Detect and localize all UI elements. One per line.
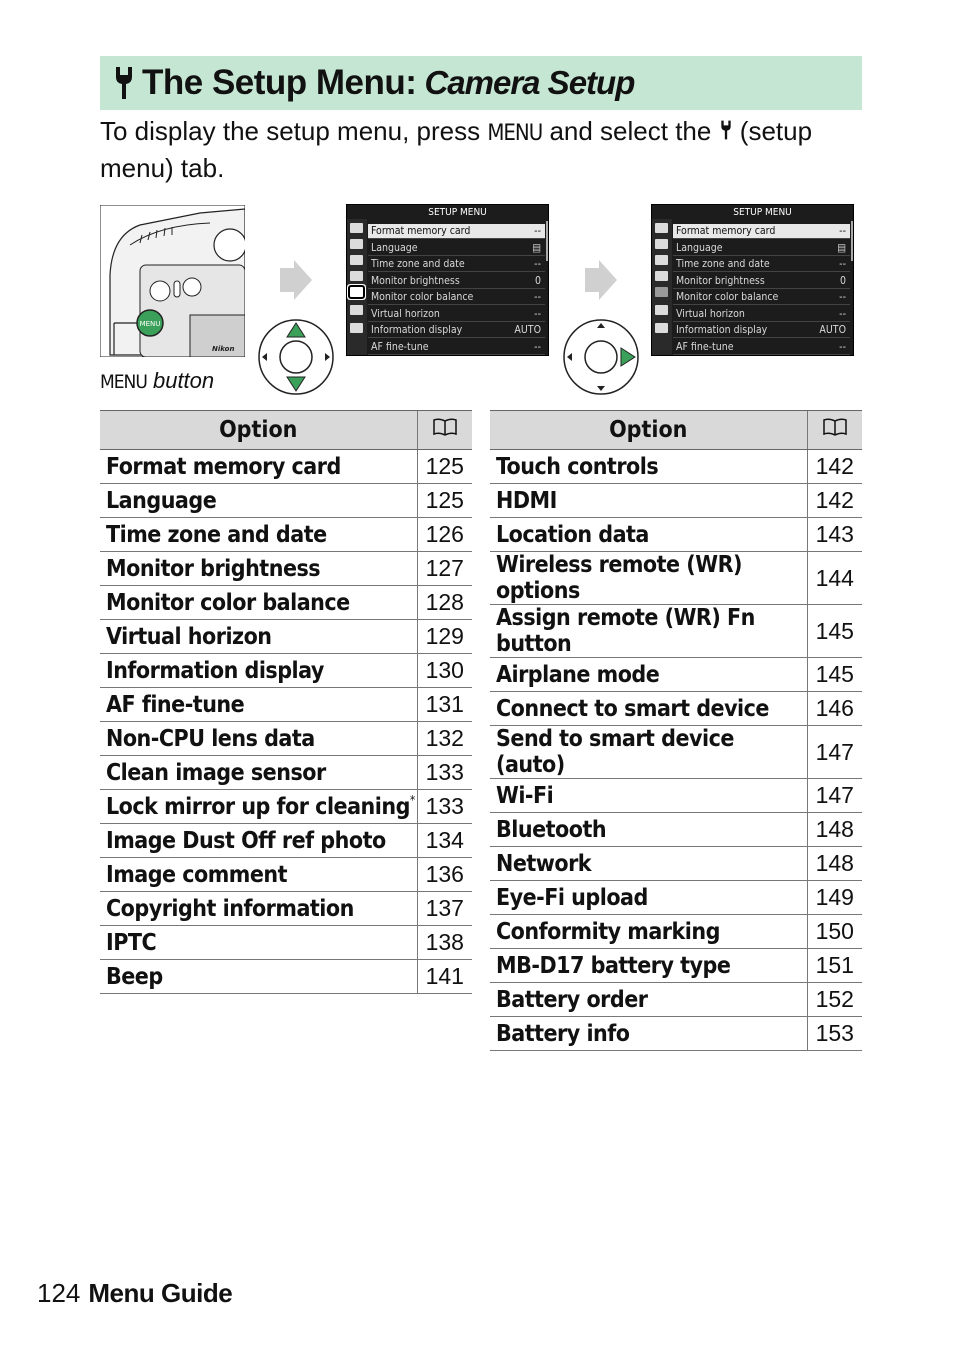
screen-row[interactable] [368, 241, 545, 256]
option-name [490, 692, 807, 726]
page-reference[interactable]: 128 [417, 586, 472, 620]
multi-selector-right-icon [562, 318, 640, 396]
page-reference[interactable]: 125 [417, 484, 472, 518]
option-text: IPTC [106, 929, 157, 956]
option-text: Non-CPU lens data [106, 725, 315, 752]
retouch-tab-icon[interactable] [655, 305, 668, 315]
option-text: Network [496, 850, 592, 877]
option-text: Conformity marking [496, 918, 720, 945]
page-reference[interactable]: 141 [417, 960, 472, 994]
page-column-header [417, 411, 472, 450]
option-column-header: Option [100, 411, 417, 450]
table-row [490, 518, 862, 552]
option-text: Wi-Fi [496, 782, 554, 809]
row-label: Format memory card [676, 225, 776, 237]
table-row [490, 484, 862, 518]
table-row [490, 881, 862, 915]
page-reference[interactable]: 133 [417, 756, 472, 790]
retouch-tab-icon[interactable] [350, 305, 363, 315]
table-row [490, 983, 862, 1017]
page-reference[interactable]: 137 [417, 892, 472, 926]
option-text: Virtual horizon [106, 623, 272, 650]
option-name [100, 892, 417, 926]
page-reference[interactable]: 127 [417, 552, 472, 586]
row-value: -- [839, 225, 846, 237]
row-label: Language [676, 242, 723, 254]
row-value: AUTO [514, 324, 541, 336]
option-name [100, 722, 417, 756]
table-row [100, 858, 472, 892]
wrench-icon [719, 117, 733, 143]
row-value: -- [534, 258, 541, 270]
photo-shooting-tab-icon[interactable] [350, 239, 363, 249]
table-row [100, 552, 472, 586]
row-label: AF fine-tune [371, 341, 429, 353]
multi-selector-up-down-icon [257, 318, 335, 396]
option-name [490, 983, 807, 1017]
screen-row[interactable] [368, 257, 545, 272]
page-reference[interactable]: 153 [807, 1017, 862, 1051]
table-row [490, 726, 862, 779]
book-icon [822, 417, 848, 437]
table-row [490, 813, 862, 847]
camera-menu-screen-2 [651, 204, 854, 356]
page-reference[interactable]: 148 [807, 847, 862, 881]
option-text: Connect to smart device [496, 695, 769, 722]
option-text: MB-D17 battery type [496, 952, 731, 979]
row-value: 0 [534, 275, 541, 287]
option-text: Image Dust Off ref photo [106, 827, 386, 854]
option-name [100, 926, 417, 960]
row-value: -- [839, 308, 846, 320]
section-heading [100, 56, 862, 110]
option-text: Information display [106, 657, 324, 684]
page-reference[interactable]: 147 [807, 726, 862, 779]
table-row [100, 688, 472, 722]
option-name [490, 484, 807, 518]
option-name [490, 1017, 807, 1051]
option-name [100, 688, 417, 722]
row-label: Virtual horizon [371, 308, 440, 320]
svg-text:Nikon: Nikon [212, 345, 235, 353]
wrench-icon [112, 65, 136, 101]
row-value: -- [839, 291, 846, 303]
row-value: -- [534, 341, 541, 353]
table-row [100, 722, 472, 756]
option-name [100, 586, 417, 620]
option-text: Send to smart device (auto) [496, 726, 734, 778]
page-reference[interactable]: 150 [807, 915, 862, 949]
page-reference[interactable]: 131 [417, 688, 472, 722]
screen-row[interactable] [673, 257, 850, 272]
option-text: Format memory card [106, 453, 341, 480]
intro-text-1: To display the setup menu, press [100, 116, 488, 146]
footnote-marker: * [409, 793, 415, 807]
option-text: Assign remote (WR) Fn button [496, 605, 755, 657]
table-row [490, 658, 862, 692]
page-reference[interactable]: 129 [417, 620, 472, 654]
options-table-right [490, 410, 862, 1051]
menu-button-caption [100, 368, 214, 394]
photo-shooting-tab-icon[interactable] [655, 239, 668, 249]
my-menu-tab-icon[interactable] [655, 323, 668, 333]
option-text: HDMI [496, 487, 557, 514]
page-reference[interactable]: 147 [807, 779, 862, 813]
heading-title: The Setup Menu: [142, 63, 417, 102]
screen-row[interactable] [673, 307, 850, 322]
page-reference[interactable]: 126 [417, 518, 472, 552]
option-name [490, 518, 807, 552]
arrow-right-icon [278, 258, 314, 302]
page-reference[interactable]: 146 [807, 692, 862, 726]
option-text: Beep [106, 963, 163, 990]
row-value: -- [534, 291, 541, 303]
option-name [100, 654, 417, 688]
row-label: Virtual horizon [676, 308, 745, 320]
intro-paragraph [100, 114, 860, 186]
table-row [100, 892, 472, 926]
option-text: Time zone and date [106, 521, 327, 548]
page-reference[interactable]: 144 [807, 552, 862, 605]
screen-row[interactable] [368, 307, 545, 322]
row-value: -- [534, 308, 541, 320]
option-text: Copyright information [106, 895, 354, 922]
screen-row[interactable] [673, 241, 850, 256]
page-reference[interactable]: 148 [807, 813, 862, 847]
menu-tabs [652, 219, 672, 355]
movie-shooting-tab-icon[interactable] [350, 255, 363, 265]
screen-row[interactable] [368, 340, 545, 355]
option-name [100, 552, 417, 586]
page-reference[interactable]: 149 [807, 881, 862, 915]
row-value: 0 [839, 275, 846, 287]
playback-tab-icon[interactable] [350, 223, 363, 233]
page-reference[interactable]: 143 [807, 518, 862, 552]
menu-tabs [347, 219, 367, 355]
option-name [100, 790, 417, 824]
row-label: Format memory card [371, 225, 471, 237]
option-name [490, 726, 807, 779]
page-reference[interactable]: 142 [807, 484, 862, 518]
option-name [490, 658, 807, 692]
option-text: Monitor brightness [106, 555, 321, 582]
screen-row[interactable] [368, 224, 545, 239]
option-name [490, 605, 807, 658]
language-icon: ▤ [837, 242, 846, 254]
page-reference[interactable]: 138 [417, 926, 472, 960]
table-row [490, 847, 862, 881]
heading-subtitle: Camera Setup [424, 64, 635, 101]
option-name [490, 949, 807, 983]
book-icon [432, 417, 458, 437]
setup-tab-icon[interactable] [655, 287, 668, 297]
page-reference[interactable]: 152 [807, 983, 862, 1017]
scrollbar [851, 221, 853, 261]
section-name: Menu Guide [88, 1278, 233, 1308]
screen-row[interactable] [673, 224, 850, 239]
table-row [490, 605, 862, 658]
intro-text-3: (setup menu) tab. [100, 116, 813, 183]
table-row [100, 824, 472, 858]
page-reference[interactable]: 130 [417, 654, 472, 688]
table-row [100, 790, 472, 824]
option-text: Location data [496, 521, 649, 548]
option-text: Bluetooth [496, 816, 607, 843]
screen-row[interactable] [673, 323, 850, 338]
table-row [490, 915, 862, 949]
row-label: Time zone and date [371, 258, 465, 270]
option-name [100, 756, 417, 790]
table-row [100, 450, 472, 484]
option-text: Language [106, 487, 217, 514]
option-name [100, 518, 417, 552]
table-row [100, 484, 472, 518]
page-reference[interactable]: 142 [807, 450, 862, 484]
row-label: Monitor brightness [371, 275, 460, 287]
option-text: Eye-Fi upload [496, 884, 648, 911]
table-header-row [100, 411, 472, 450]
table-row [100, 756, 472, 790]
intro-text-2: and select the [542, 116, 719, 146]
page-footer [37, 1278, 232, 1309]
scrollbar [546, 221, 548, 261]
camera-body-illustration [100, 205, 245, 357]
movie-shooting-tab-icon[interactable] [655, 255, 668, 265]
table-row [100, 518, 472, 552]
arrow-right-icon [583, 258, 619, 302]
option-text: AF fine-tune [106, 691, 245, 718]
table-row [490, 692, 862, 726]
screen-title: SETUP MENU [428, 207, 487, 218]
screen-row[interactable] [368, 290, 545, 305]
row-value: -- [534, 225, 541, 237]
custom-settings-tab-icon[interactable] [655, 271, 668, 281]
row-label: Monitor color balance [371, 291, 474, 303]
page-number: 124 [37, 1278, 81, 1308]
table-row [100, 926, 472, 960]
language-icon: ▤ [532, 242, 541, 254]
row-value: -- [839, 258, 846, 270]
page-reference[interactable]: 145 [807, 605, 862, 658]
screen-row[interactable] [673, 290, 850, 305]
table-row [100, 960, 472, 994]
page-reference[interactable]: 125 [417, 450, 472, 484]
row-label: Monitor brightness [676, 275, 765, 287]
custom-settings-tab-icon[interactable] [350, 271, 363, 281]
option-name [490, 450, 807, 484]
table-row [100, 654, 472, 688]
row-label: Language [371, 242, 418, 254]
page-reference[interactable]: 134 [417, 824, 472, 858]
option-name [100, 450, 417, 484]
row-label: Information display [676, 324, 768, 336]
option-text: Touch controls [496, 453, 659, 480]
option-name [100, 620, 417, 654]
row-label: Monitor color balance [676, 291, 779, 303]
option-text: Lock mirror up for cleaning [106, 794, 410, 820]
option-column-header: Option [490, 411, 807, 450]
row-value: AUTO [819, 324, 846, 336]
option-name [100, 858, 417, 892]
row-label: Information display [371, 324, 463, 336]
page-reference[interactable]: 136 [417, 858, 472, 892]
table-row [100, 620, 472, 654]
table-row [100, 586, 472, 620]
menu-key-label: MENU [100, 371, 147, 393]
screen-row[interactable] [368, 323, 545, 338]
screen-title: SETUP MENU [733, 207, 792, 218]
setup-tab-icon[interactable] [350, 287, 363, 297]
camera-menu-screen-1 [346, 204, 549, 356]
page-reference[interactable]: 151 [807, 949, 862, 983]
table-row [490, 552, 862, 605]
option-name [100, 484, 417, 518]
playback-tab-icon[interactable] [655, 223, 668, 233]
option-name [490, 915, 807, 949]
option-name [490, 779, 807, 813]
option-text: Wireless remote (WR) options [496, 552, 742, 604]
screen-row[interactable] [673, 340, 850, 355]
option-text: Clean image sensor [106, 759, 326, 786]
option-text: Battery order [496, 986, 648, 1013]
row-label: AF fine-tune [676, 341, 734, 353]
page-reference[interactable]: 133 [417, 790, 472, 824]
caption-text: button [146, 368, 215, 393]
option-text: Image comment [106, 861, 288, 888]
page-reference[interactable]: 145 [807, 658, 862, 692]
page-reference[interactable]: 132 [417, 722, 472, 756]
menu-key-label: MENU [487, 121, 543, 146]
row-value: -- [839, 341, 846, 353]
option-text: Monitor color balance [106, 589, 350, 616]
table-row [490, 949, 862, 983]
option-name [490, 813, 807, 847]
page-column-header [807, 411, 862, 450]
options-table-left [100, 410, 472, 994]
option-name [490, 552, 807, 605]
table-row [490, 1017, 862, 1051]
row-label: Time zone and date [676, 258, 770, 270]
screen-row[interactable] [368, 274, 545, 289]
table-row [490, 779, 862, 813]
option-name [100, 824, 417, 858]
option-text: Airplane mode [496, 661, 660, 688]
option-name [490, 847, 807, 881]
svg-text:MENU: MENU [139, 320, 161, 328]
option-name [100, 960, 417, 994]
option-name [490, 881, 807, 915]
table-row [490, 450, 862, 484]
table-header-row [490, 411, 862, 450]
screen-row[interactable] [673, 274, 850, 289]
my-menu-tab-icon[interactable] [350, 323, 363, 333]
option-text: Battery info [496, 1020, 630, 1047]
